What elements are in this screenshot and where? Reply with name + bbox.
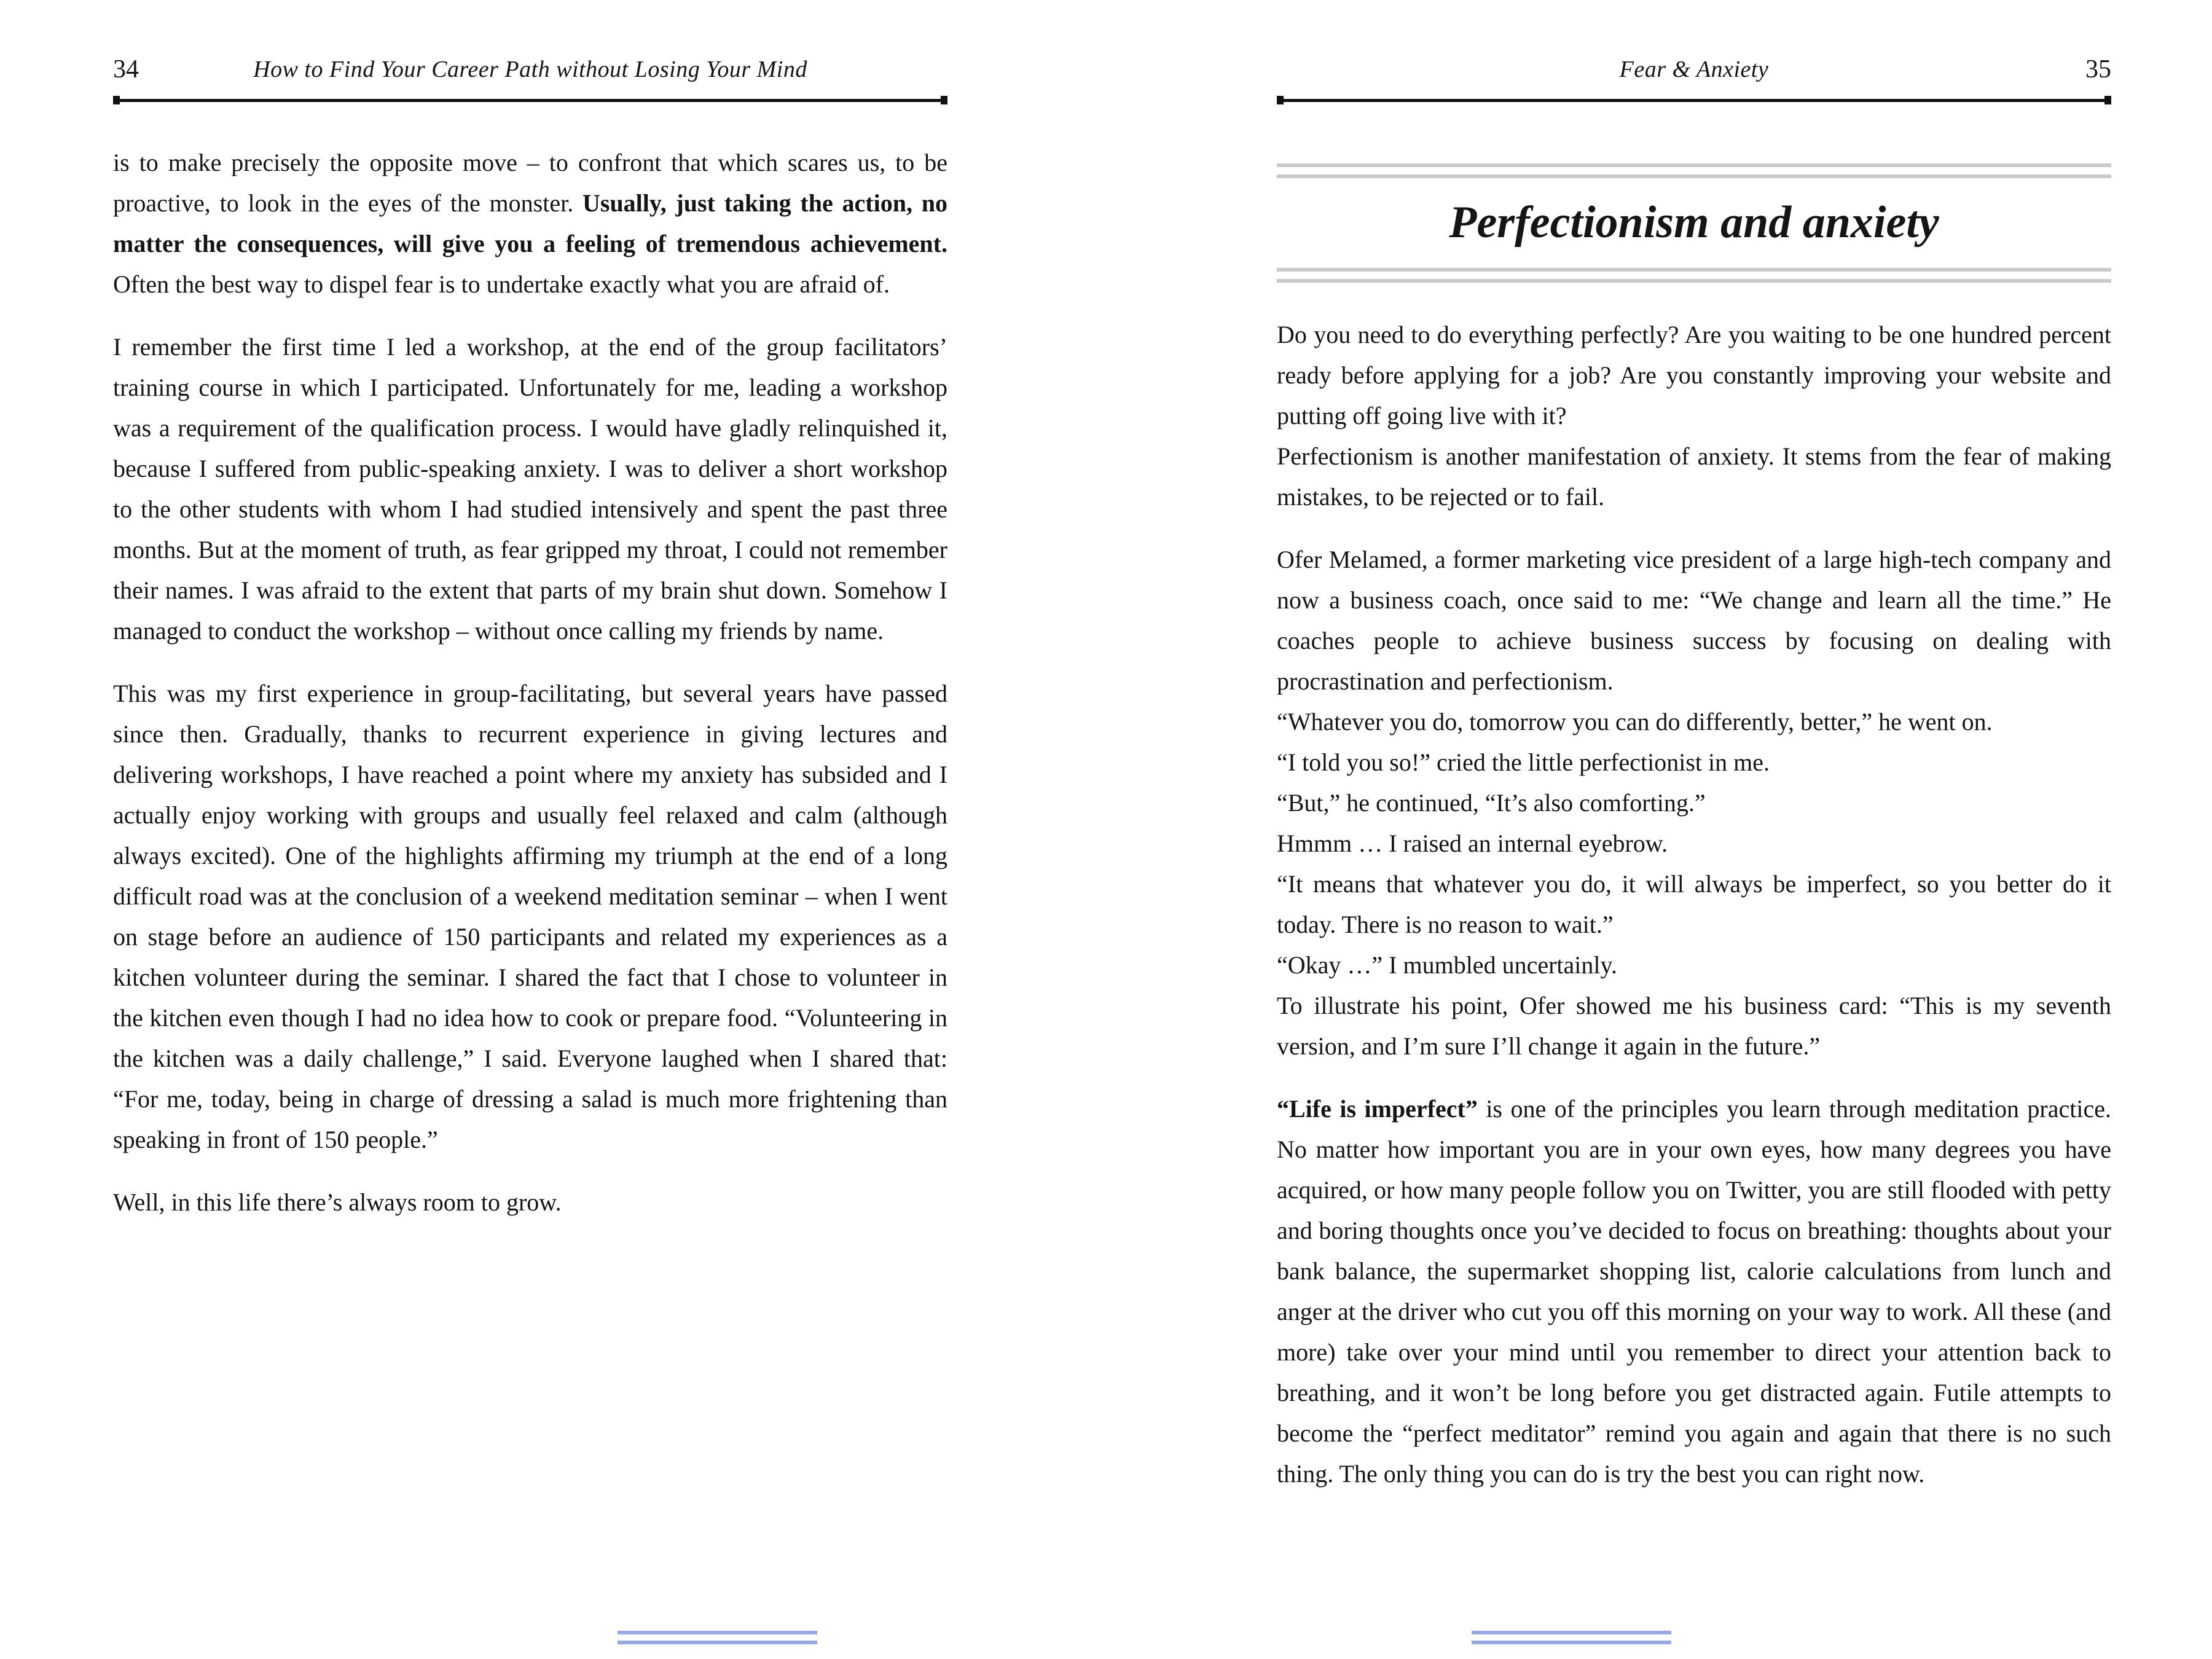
header-rule-right	[1277, 96, 2111, 104]
text-line: Do you need to do everything perfectly? Are you waiting to be one hundred percent ready before applying for a job? Are you constantly improving your website and putting off going live with it?	[1277, 321, 2111, 429]
text-line: Hmmm … I raised an internal eyebrow.	[1277, 830, 1668, 857]
rule-endcap-icon	[941, 96, 947, 104]
double-rule-bottom	[1277, 268, 2111, 283]
right-page-header	[1277, 53, 2111, 86]
text-line: I remember the first time I led a workshop, at the end of the group facilitators’ training course in which I participated. Unfortunately for me, leading a workshop was a requirement of the qualification process. I would have gladly relinquished it, because I suffered from public-speaking anxiety. I was to deliver a short workshop to the other students with whom I had studied intensively and spent the past three months. But at the moment of truth, as fear gripped my throat, I could not remember their names. I was afraid to the extent that parts of my brain shut down. Somehow I managed to conduct the workshop – without once calling my friends by name.	[113, 333, 947, 645]
text-line: “I told you so!” cried the little perfectionist in me.	[1277, 748, 1770, 776]
page-number-left: 34	[113, 55, 139, 84]
paragraph	[1277, 315, 2111, 517]
rule-bar	[1277, 99, 2111, 102]
text-line: is to make precisely the opposite move – to confront that which scares us, to be proactive, to look in the eyes of the monster. Usually, just taking the action, no matter the consequences, will give you a feeling of tremendous achievement. Often the best way to dispel fear is to undertake exactly what you are afraid of.	[113, 149, 947, 298]
page-footer-ornament-right	[1472, 1631, 1671, 1644]
right-page	[1277, 0, 2111, 1659]
header-rule-left	[113, 96, 947, 104]
running-head-right: Fear & Anxiety	[1619, 57, 1769, 82]
section-heading: Perfectionism and anxiety	[1449, 197, 1939, 248]
rule-endcap-icon	[2104, 96, 2111, 104]
rule-bar	[113, 99, 947, 102]
body-text-left	[113, 143, 947, 1223]
paragraph	[113, 327, 947, 651]
text-line: This was my first experience in group-facilitating, but several years have passed since then. Gradually, thanks to recurrent experience in giving lectures and delivering workshops, I have reached a point where my anxiety has subsided and I actually enjoy working with groups and usually feel relaxed and calm (although always excited). One of the highlights affirming my triumph at the end of a long difficult road was at the conclusion of a weekend meditation seminar – when I went on stage before an audience of 150 participants and related my experiences as a kitchen volunteer during the seminar. I shared the fact that I chose to volunteer in the kitchen even though I had no idea how to cook or prepare food. “Volunteering in the kitchen was a daily challenge,” I said. Everyone laughed when I shared that: “For me, today, being in charge of dressing a salad is much more frightening than speaking in front of 150 people.”	[113, 680, 947, 1153]
paragraph	[113, 1182, 947, 1223]
text-line: “It means that whatever you do, it will always be imperfect, so you better do it today. There is no reason to wait.”	[1277, 870, 2111, 938]
page-number-right: 35	[2085, 55, 2111, 84]
text-line: “Okay …” I mumbled uncertainly.	[1277, 951, 1617, 979]
text-line: “But,” he continued, “It’s also comforting.”	[1277, 789, 1706, 817]
body-text-right	[1277, 315, 2111, 1494]
paragraph	[113, 143, 947, 305]
paragraph	[1277, 539, 2111, 1067]
text-line: To illustrate his point, Ofer showed me his business card: “This is my seventh version, and I’m sure I’ll change it again in the future.”	[1277, 992, 2111, 1060]
paragraph	[113, 673, 947, 1160]
text-line: “Life is imperfect” is one of the principles you learn through meditation practice. No matter how important you are in your own eyes, how many degrees you have acquired, or how many people follow you on Twitter, you are still flooded with petty and boring thoughts once you’ve decided to focus on breathing: thoughts about your bank balance, the supermarket shopping list, calorie calculations from lunch and anger at the driver who cut you off this morning on your way to work. All these (and more) take over your mind until you remember to direct your attention back to breathing, and it won’t be long before you get distracted again. Futile attempts to become the “perfect meditator” remind you again and again that there is no such thing. The only thing you can do is try the best you can right now.	[1277, 1095, 2111, 1488]
text-line: Perfectionism is another manifestation of anxiety. It stems from the fear of making mistakes, to be rejected or to fail.	[1277, 442, 2111, 511]
text-line: Ofer Melamed, a former marketing vice president of a large high-tech company and now a business coach, once said to me: “We change and learn all the time.” He coaches people to achieve business success by focusing on dealing with procrastination and perfectionism.	[1277, 546, 2111, 695]
double-rule-top	[1277, 163, 2111, 178]
text-line: Well, in this life there’s always room to grow.	[113, 1188, 562, 1216]
text-line: “Whatever you do, tomorrow you can do differently, better,” he went on.	[1277, 708, 1993, 735]
paragraph	[1277, 1089, 2111, 1494]
section-heading-block	[1277, 163, 2111, 283]
left-page	[113, 0, 947, 1659]
running-head-left: How to Find Your Career Path without Losing Your Mind	[253, 57, 807, 82]
left-page-header	[113, 53, 947, 86]
page-footer-ornament-left	[618, 1631, 817, 1644]
